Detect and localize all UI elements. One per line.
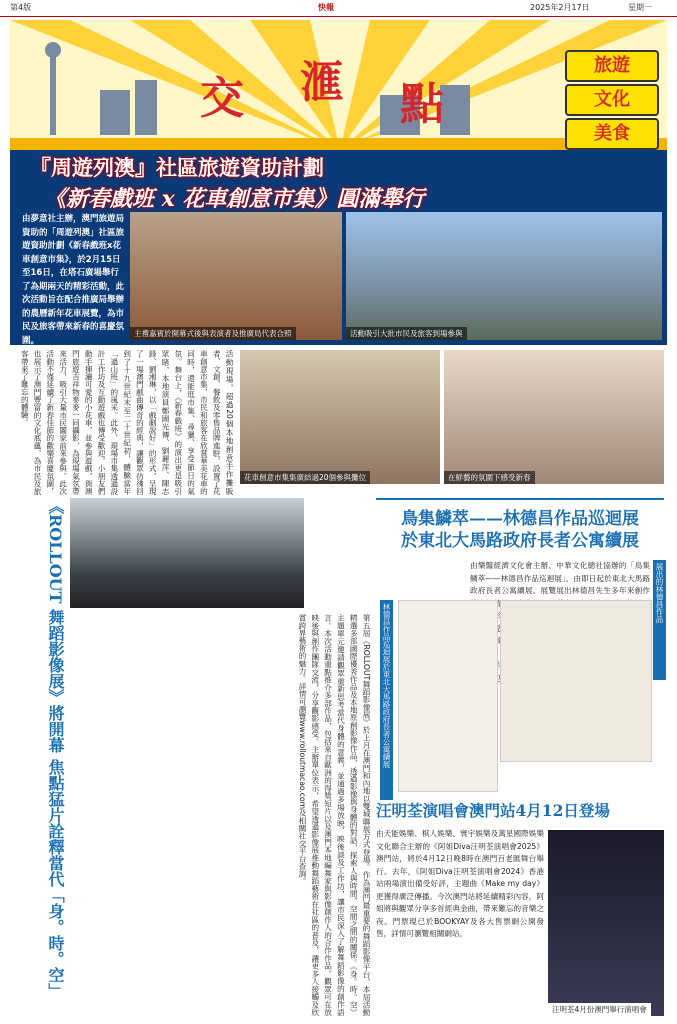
article2-body: 第五屆《ROLLOUT舞蹈影像展》於上月在澳門和內地以雙城聯展方式登場。作為澳門最重要的舞蹈影像平台，本屆活動精選多部國際優秀作品及本地原創影像作品，透過影像與身體的對話，探索人與時間、空間之間的關係。《身。時。空》主題單元邀請觀眾重新思考當代身體的意義，並通過多場放映、映後談及工作坊，讓市民深入了解舞蹈影像的創作語言。本次活動重點推介多部作品，包括來自歐洲的得獎短片以及澳門本地編舞家與影像創作人的合作作品。觀眾可在放映後與創作團隊交流，分享觀影感受。主辦單位表示，希望透過影像展推動舞蹈藝術在社區的普及，讓更多人接觸及欣賞跨界藝術的魅力。詳情可瀏覽www.rolloutmacao.com及相關社交平台查詢。 <box>298 614 371 1016</box>
article3-vcap-slot <box>380 600 394 800</box>
masthead-banner <box>10 20 667 150</box>
market-photo <box>240 350 440 484</box>
market-photo-caption: 花車創意市集集廣結過20個參與攤位 <box>240 471 370 484</box>
page-header <box>0 0 677 17</box>
article2-headline <box>14 498 68 1018</box>
weekday: 星期一 <box>628 3 652 12</box>
article4-headline: 汪明荃演唱會澳門站4月12日登場 <box>376 801 610 820</box>
article3-headline <box>376 508 664 552</box>
article1-headline <box>30 152 650 213</box>
page-number: 第4版 <box>10 3 32 12</box>
family-photo-caption: 在鮮藝的氛圍下感受新春 <box>444 471 535 484</box>
stage-photo-caption: 主禮嘉賓於開幕式後與表演者及推廣局代表合照 <box>130 327 296 340</box>
tag-culture: 文化 <box>565 84 659 116</box>
square-photo-caption: 活動吸引大批市民及旅客到場參與 <box>346 327 467 340</box>
exhibit-banner-photo <box>398 600 498 792</box>
square-photo <box>346 212 662 340</box>
dance-photo <box>70 498 304 608</box>
masthead-char-3: 點 <box>400 79 444 130</box>
article3-vcaption-left: 林德昌作品巡迴展於東北大馬路政府長者公寓續展 <box>380 600 393 800</box>
issue-date: 2025年2月17日 <box>530 3 590 12</box>
section-rule <box>376 498 664 500</box>
singer-photo-caption: 汪明荃4月份澳門舉行演唱會 <box>548 1003 651 1016</box>
article2-title-bottom: 將開幕 焦點猛片詮釋當代「身。時。空」 <box>46 705 65 999</box>
tag-food: 美食 <box>565 118 659 150</box>
tag-travel: 旅遊 <box>565 50 659 82</box>
article3-title-line1: 鳥集鱗萃——林德昌作品巡迴展 <box>401 509 639 529</box>
article4-body: 由天能娛樂、棋人娛樂、寰宇娛樂及萬星國際娛樂文化聯合主辦的《阿姐Diva汪明荃演唱會2025》澳門站，將於4月12日晚8時在澳門百老匯舞台舉行。去年，《阿姐Diva汪明荃演唱會2024》香港站兩場演出備受好評，主題曲《Make my day》更獲得廣泛傳播。今次澳門站將延續精彩內容，阿姐將與觀眾分享多首經典金曲，帶來難忘的音樂之夜。門票現已於BOOKYAY及各大售票網公開發售，詳情可瀏覽相關網站。 <box>376 829 544 938</box>
article2-title-top: 《ROLLOUT 舞蹈影像展》 <box>46 498 65 706</box>
painting-photo <box>500 600 652 762</box>
article1-title-line2: 《新春戲班 x 花車創意市集》圓滿舉行 <box>44 186 425 212</box>
article3-body: 由樂醫經濟文化會主辦、中華文化總社協辦的「鳥集鱗萃——林德昌作品巡迴展」，由即日起於東北大馬路政府長者公寓續展。展覽展出林德昌先生多年來創作 附 <box>470 561 650 670</box>
singer-photo <box>548 830 664 1016</box>
stage-photo <box>130 212 342 340</box>
article3-vcap-slot-2 <box>653 560 665 680</box>
paper-name: 快報 <box>318 3 334 12</box>
article3-title-line2: 於東北大馬路政府長者公寓續展 <box>401 531 639 551</box>
family-photo <box>444 350 664 484</box>
masthead-char-1: 交 <box>200 73 244 124</box>
article1-lead: 由夢意社主辦，澳門旅遊局資助的「周遊列澳」社區旅遊資助計劃《新春戲班x花車創意市集》，於2月15日至16日，在塔石廣場舉行了為期兩天的精彩活動，此次活動旨在配合推廣局舉辦的農曆新年花車展覽，為市民及旅客帶來新春的喜慶氛圍。 <box>22 214 125 346</box>
article1-title-line1: 『周遊列澳』社區旅遊資助計劃 <box>30 155 324 180</box>
article3-vcaption-right: 展出的林德昌作品 <box>653 560 666 680</box>
masthead-char-2: 滙 <box>300 57 344 108</box>
article1-body: 活動現場，超過20個本地創意手作攤販者、文創、餐飲及零售品牌進駐，設置了花車創意市集，市民和旅客在欣賞華美花車的同時，還能逛市集、尋獵、享受節日的氣氛。舞台上，《新春戲班》的演出更是吸引眾睹，本地演員鄭國光傳、劉麗萍、陳志鋒、劉湘琳，以「戲劇說好」的形式，呈現了一場澳門戲曲傳奇的經典，讓觀眾彷彿回到了十九世紀末至二十世紀初，體驗當年「過山班」的風采。此外，現場市集透過設計工作坊及互動遊戲也傳受歡迎，小朋友們動手揮灑可愛的小花車，並參與遊戲，與澳門旅遊吉祥物麥麥一同攝影，為現場氣氛帶來活力，吸引大量市民闔家前來參與。此次活動不僅延續了新春佳節的歡樂喜慶氛圍，也展示了澳門豐富的文化底蘊，為市民及旅客帶來了難忘的體驗。 <box>20 350 234 495</box>
